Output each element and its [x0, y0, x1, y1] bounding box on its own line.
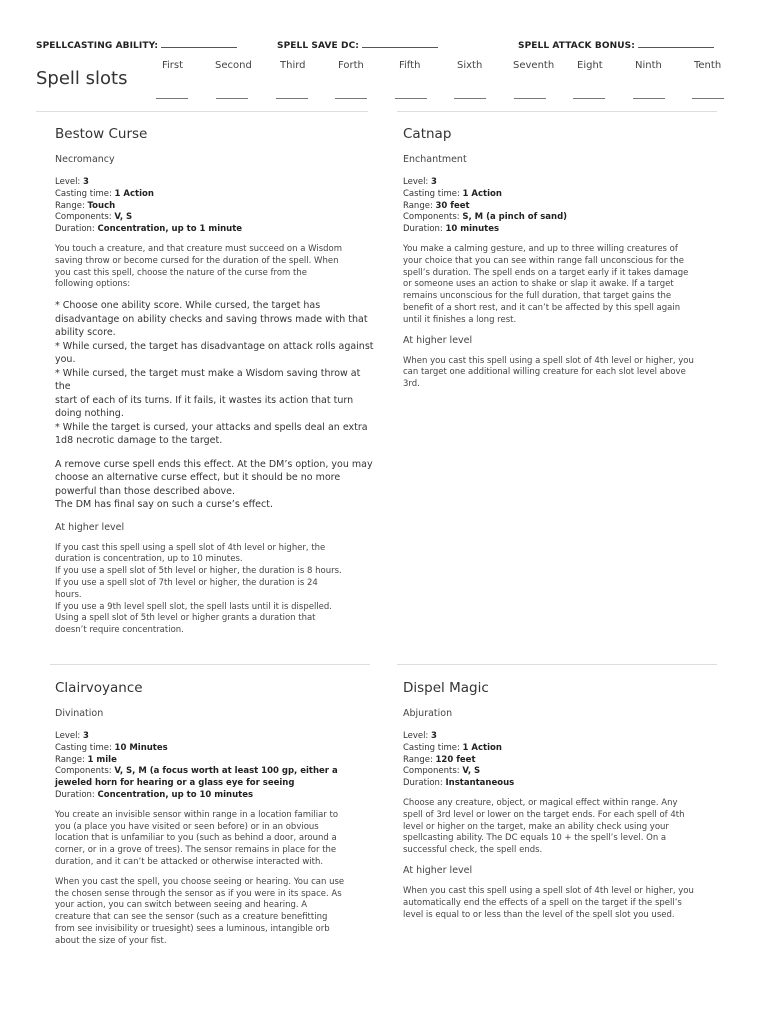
level-label: Level:	[55, 177, 81, 187]
slot-label-eight: Eight	[577, 60, 603, 71]
spell-stats	[55, 177, 375, 236]
slot-input-tenth[interactable]	[692, 98, 724, 99]
slot-label-sixth: Sixth	[457, 60, 483, 71]
range-label: Range:	[403, 754, 433, 765]
level-value: 3	[431, 177, 437, 187]
level-label: Level:	[403, 731, 429, 741]
range-label: Range:	[55, 754, 85, 765]
spellcasting-ability-blank[interactable]	[161, 39, 237, 48]
spell-name: Bestow Curse	[55, 126, 148, 142]
slot-input-forth[interactable]	[335, 98, 367, 99]
components-value: S, M (a pinch of sand)	[462, 212, 568, 223]
duration-label: Duration:	[403, 224, 443, 235]
level-value: 3	[431, 731, 437, 741]
spell-card-catnap	[403, 126, 723, 399]
components-label: Components:	[55, 212, 112, 223]
components-value: V, S	[114, 212, 133, 223]
range-value: Touch	[87, 200, 116, 211]
spell-extra-description: A remove curse spell ends this effect. At the DM’s option, you may choose an alternative curse effect, but it should be no more powerful than those described above. The DM has final say on such a curse’s effect.	[55, 458, 373, 511]
slot-label-tenth: Tenth	[694, 60, 722, 71]
range-label: Range:	[403, 200, 433, 211]
divider	[36, 111, 368, 112]
spell-school: Enchantment	[403, 154, 467, 165]
spell-school: Abjuration	[403, 708, 453, 719]
casting-time-label: Casting time:	[55, 188, 112, 199]
spell-school: Divination	[55, 708, 104, 719]
components-label: Components:	[403, 766, 460, 777]
slot-input-fifth[interactable]	[395, 98, 427, 99]
spell-curse-options: * Choose one ability score. While cursed, the target has disadvantage on ability checks and saving throws made with that ability score. * While cursed, the target has disadvantage on attack rolls against you. * While cursed, the target must make a Wisdom saving throw at the start of each of its turns. If it fails, it wastes its action that turn doing nothing. * While the target is cursed, your attacks and spells deal an extra 1d8 necrotic damage to the target.	[55, 300, 374, 447]
components-value: V, S	[462, 766, 481, 777]
range-label: Range:	[55, 200, 85, 211]
level-label: Level:	[55, 731, 81, 741]
divider	[397, 111, 717, 112]
spell-name: Catnap	[403, 126, 452, 142]
casting-time-label: Casting time:	[55, 742, 112, 753]
duration-value: Concentration, up to 10 minutes	[97, 789, 254, 800]
spell-name: Clairvoyance	[55, 680, 143, 696]
duration-label: Duration:	[55, 789, 95, 800]
slot-label-ninth: Ninth	[635, 60, 662, 71]
slot-input-eight[interactable]	[573, 98, 605, 99]
level-label: Level:	[403, 177, 429, 187]
spell-card-dispel-magic	[403, 680, 723, 929]
range-value: 120 feet	[435, 754, 476, 765]
higher-level-heading: At higher level	[403, 334, 473, 346]
range-value: 30 feet	[435, 200, 470, 211]
slot-input-third[interactable]	[276, 98, 308, 99]
higher-level-description: When you cast this spell using a spell slot of 4th level or higher, you automatically end the effects of a spell on the target if the spell’s level is equal to or less than the level of the spell slot you used.	[403, 885, 694, 920]
duration-value: 10 minutes	[445, 224, 500, 235]
slot-label-fifth: Fifth	[399, 60, 421, 71]
spell-stats	[403, 177, 723, 236]
components-label: Components:	[55, 766, 112, 777]
spell-description: Choose any creature, object, or magical effect within range. Any spell of 3rd level or lower on the target ends. For each spell of 4th level or higher on the target, make an ability check using your spellcasting ability. The DC equals 10 + the spell’s level. On a successful check, the spell ends.	[403, 797, 685, 856]
slot-input-seventh[interactable]	[514, 98, 546, 99]
spell-save-dc-blank[interactable]	[362, 39, 438, 48]
duration-value: Instantaneous	[445, 778, 515, 789]
components-value: V, S, M (a focus worth at least 100 gp, either a jeweled horn for hearing or a glass eye for seeing	[55, 766, 338, 789]
spell-card-clairvoyance	[55, 680, 375, 956]
higher-level-description: When you cast this spell using a spell slot of 4th level or higher, you can target one additional willing creature for each slot level above 3rd.	[403, 355, 694, 390]
level-value: 3	[83, 177, 89, 187]
slot-input-ninth[interactable]	[633, 98, 665, 99]
higher-level-heading: At higher level	[403, 864, 473, 876]
spell-attack-bonus-blank[interactable]	[638, 39, 714, 48]
spell-description: You touch a creature, and that creature must succeed on a Wisdom saving throw or become cursed for the duration of the spell. When you cast this spell, choose the nature of the curse from the following options:	[55, 243, 342, 290]
higher-level-description: If you cast this spell using a spell slot of 4th level or higher, the duration is concentration, up to 10 minutes. If you use a spell slot of 5th level or higher, the duration is 8 hours. If you use a spell slot of 7th level or higher, the duration is 24 hours. If you use a 9th level spell slot, the spell lasts until it is dispelled. Using a spell slot of 5th level or higher grants a duration that doesn’t require concentration.	[55, 542, 342, 636]
duration-label: Duration:	[403, 778, 443, 789]
higher-level-heading: At higher level	[55, 521, 125, 533]
casting-time-label: Casting time:	[403, 188, 460, 199]
spell-save-dc-field[interactable]	[277, 39, 438, 51]
range-value: 1 mile	[87, 754, 117, 765]
casting-time-label: Casting time:	[403, 742, 460, 753]
slot-input-first[interactable]	[156, 98, 188, 99]
spell-stats	[55, 731, 375, 802]
spell-description: You make a calming gesture, and up to three willing creatures of your choice that you can see within range fall unconscious for the spell’s duration. The spell ends on a target early if it takes damage or someone uses an action to shake or slap it awake. If a target remains unconscious for the full duration, that target gains the benefit of a short rest, and it can’t be affected by this spell again until it finishes a long rest.	[403, 243, 689, 325]
spell-attack-bonus-label: SPELL ATTACK BONUS:	[518, 41, 635, 51]
casting-time-value: 10 Minutes	[114, 742, 168, 753]
casting-time-value: 1 Action	[462, 188, 502, 199]
spellcasting-ability-field[interactable]	[36, 39, 237, 51]
level-value: 3	[83, 731, 89, 741]
spell-save-dc-label: SPELL SAVE DC:	[277, 41, 359, 51]
spell-stats	[403, 731, 723, 790]
casting-time-value: 1 Action	[114, 188, 154, 199]
duration-value: Concentration, up to 1 minute	[97, 224, 243, 235]
spell-description: You create an invisible sensor within range in a location familiar to you (a place you have visited or seen before) or in an obvious location that is unfamiliar to you (such as behind a door, around a corner, or in a grove of trees). The sensor remains in place for the duration, and it can’t be attacked or otherwise interacted with.	[55, 809, 339, 867]
spell-name: Dispel Magic	[403, 680, 489, 696]
spell-school: Necromancy	[55, 154, 115, 165]
spell-attack-bonus-field[interactable]	[518, 39, 714, 51]
spell-card-bestow-curse	[55, 126, 375, 645]
slot-label-seventh: Seventh	[513, 60, 555, 71]
spellcasting-ability-label: SPELLCASTING ABILITY:	[36, 41, 159, 51]
slot-label-forth: Forth	[338, 60, 364, 71]
components-label: Components:	[403, 212, 460, 223]
divider	[397, 664, 717, 665]
spell-slots-title: Spell slots	[36, 68, 128, 89]
slot-label-third: Third	[280, 60, 306, 71]
casting-time-value: 1 Action	[462, 742, 502, 753]
duration-label: Duration:	[55, 224, 95, 235]
slot-input-sixth[interactable]	[454, 98, 486, 99]
spell-extra-description: When you cast the spell, you choose seeing or hearing. You can use the chosen sense through the sensor as if you were in its space. As your action, you can switch between seeing and hearing. A creature that can see the sensor (such as a creature benefitting from see invisibility or truesight) sees a luminous, intangible orb about the size of your fist.	[55, 876, 345, 946]
slot-label-second: Second	[215, 60, 252, 71]
slot-label-first: First	[162, 60, 184, 71]
divider	[50, 664, 370, 665]
slot-input-second[interactable]	[216, 98, 248, 99]
